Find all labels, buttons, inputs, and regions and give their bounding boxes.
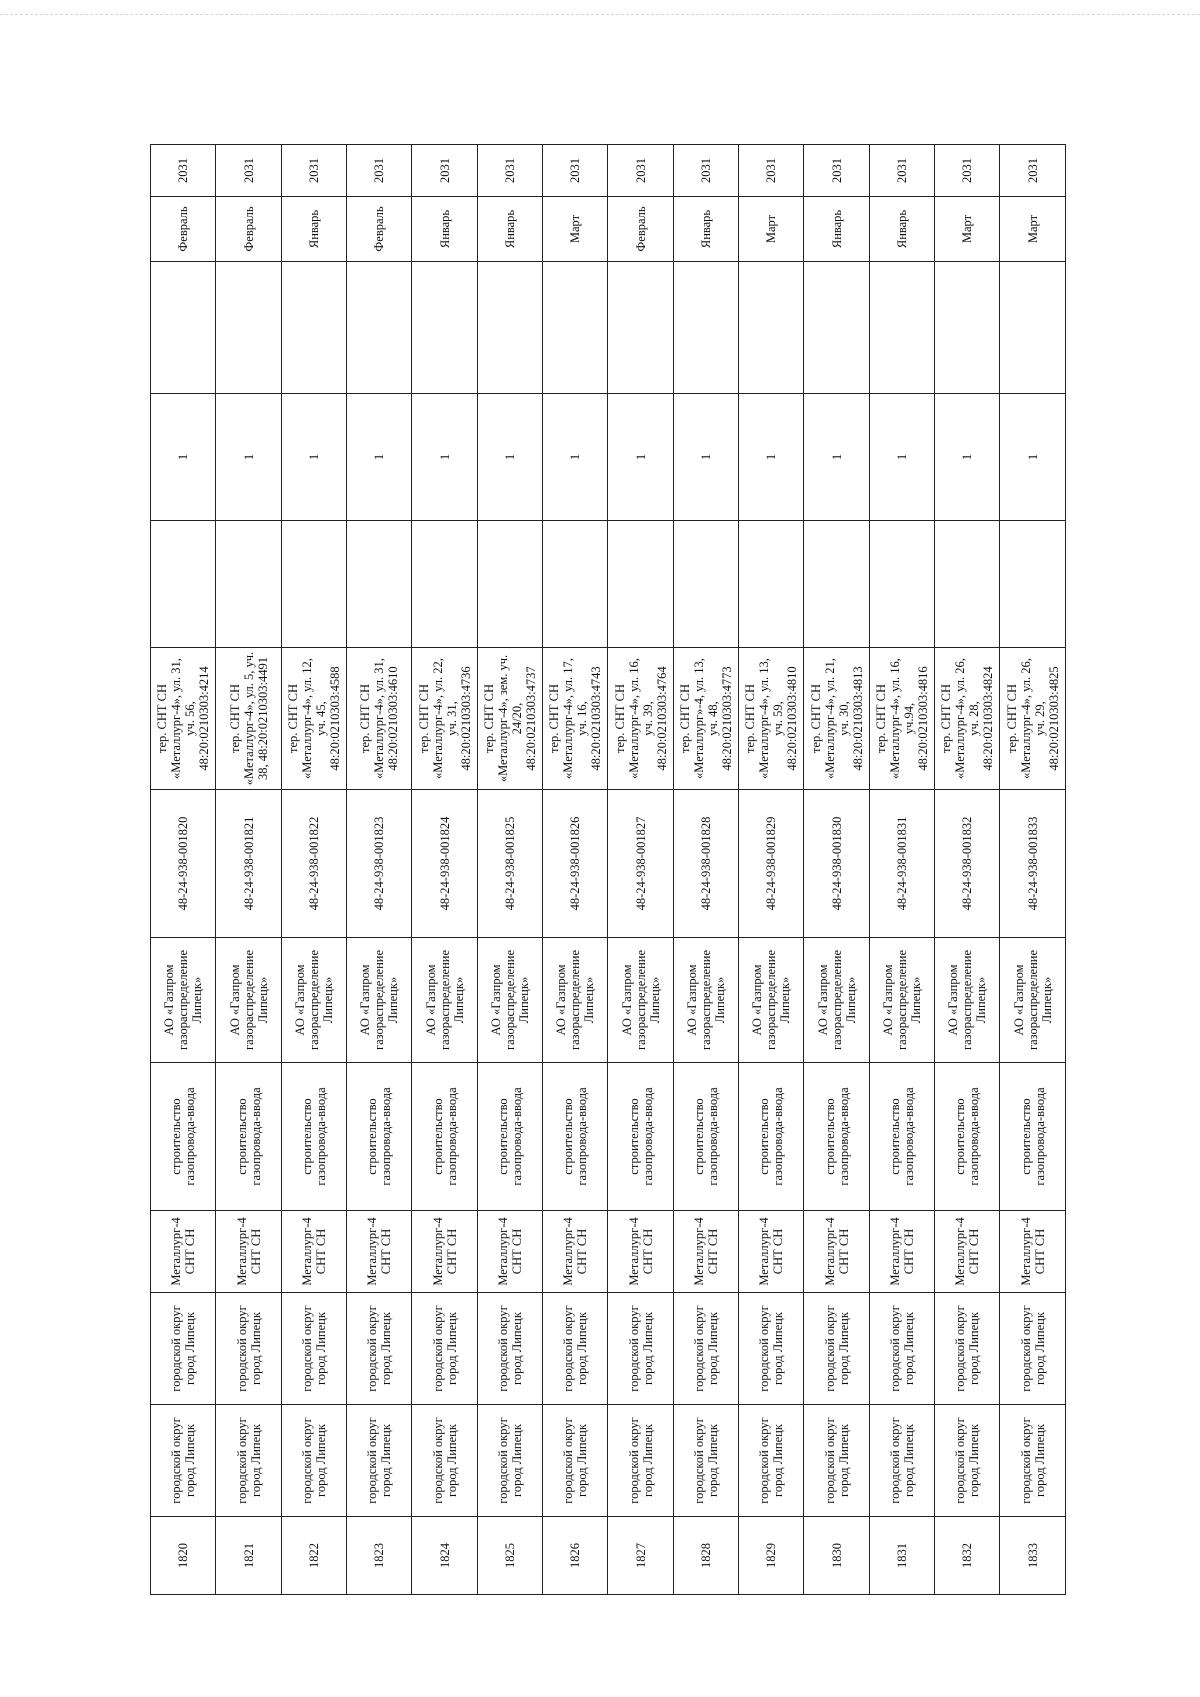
note-cell bbox=[347, 262, 412, 394]
address-cell: тер. СНТ СН «Металлург-4», ул. 16, уч. 39, 48:20:0210303:4764 bbox=[608, 648, 673, 790]
locality-cell: Металлург-4 СНТ СН bbox=[347, 1211, 412, 1293]
month-cell: Март bbox=[935, 197, 1000, 262]
locality-cell: Металлург-4 СНТ СН bbox=[935, 1211, 1000, 1293]
organization-cell: АО «Газпром газораспределение Липецк» bbox=[804, 938, 869, 1063]
year-cell: 2031 bbox=[347, 145, 412, 197]
row-number-cell: 1826 bbox=[543, 1517, 608, 1595]
work-type-cell: строительство газопровода-ввода bbox=[477, 1063, 542, 1211]
registration-number-cell: 48-24-938-001829 bbox=[739, 790, 804, 938]
table-row bbox=[608, 145, 673, 1595]
address-cell: тер. СНТ СН «Металлург-4», зем. уч. 24/20, 48:20:0210303:4737 bbox=[477, 648, 542, 790]
row-number-cell: 1828 bbox=[673, 1517, 738, 1595]
locality-cell: Металлург-4 СНТ СН bbox=[281, 1211, 346, 1293]
year-cell: 2031 bbox=[543, 145, 608, 197]
note-cell bbox=[281, 262, 346, 394]
row-number-cell: 1820 bbox=[151, 1517, 216, 1595]
year-cell: 2031 bbox=[673, 145, 738, 197]
note-cell bbox=[477, 262, 542, 394]
month-cell: Январь bbox=[412, 197, 477, 262]
year-cell: 2031 bbox=[608, 145, 673, 197]
registration-number-cell: 48-24-938-001830 bbox=[804, 790, 869, 938]
year-cell: 2031 bbox=[739, 145, 804, 197]
extra-cell bbox=[869, 521, 934, 648]
settlement-cell: городской округ город Липецк bbox=[477, 1293, 542, 1405]
municipality-cell: городской округ город Липецк bbox=[935, 1405, 1000, 1517]
year-cell: 2031 bbox=[804, 145, 869, 197]
count-cell: 1 bbox=[347, 394, 412, 521]
registration-number-cell: 48-24-938-001827 bbox=[608, 790, 673, 938]
organization-cell: АО «Газпром газораспределение Липецк» bbox=[412, 938, 477, 1063]
count-cell: 1 bbox=[739, 394, 804, 521]
municipality-cell: городской округ город Липецк bbox=[804, 1405, 869, 1517]
row-number-cell: 1829 bbox=[739, 1517, 804, 1595]
note-cell bbox=[543, 262, 608, 394]
registration-number-cell: 48-24-938-001833 bbox=[1000, 790, 1065, 938]
municipality-cell: городской округ город Липецк bbox=[1000, 1405, 1065, 1517]
registration-number-cell: 48-24-938-001825 bbox=[477, 790, 542, 938]
locality-cell: Металлург-4 СНТ СН bbox=[151, 1211, 216, 1293]
organization-cell: АО «Газпром газораспределение Липецк» bbox=[739, 938, 804, 1063]
locality-cell: Металлург-4 СНТ СН bbox=[543, 1211, 608, 1293]
address-cell: тер. СНТ СН «Металлург-4», ул. 17, уч. 16, 48:20:0210303:4743 bbox=[543, 648, 608, 790]
organization-cell: АО «Газпром газораспределение Липецк» bbox=[1000, 938, 1065, 1063]
settlement-cell: городской округ город Липецк bbox=[869, 1293, 934, 1405]
work-type-cell: строительство газопровода-ввода bbox=[869, 1063, 934, 1211]
settlement-cell: городской округ город Липецк bbox=[1000, 1293, 1065, 1405]
organization-cell: АО «Газпром газораспределение Липецк» bbox=[151, 938, 216, 1063]
table-row bbox=[739, 145, 804, 1595]
gas-connection-registry-table bbox=[150, 144, 1066, 1595]
settlement-cell: городской округ город Липецк bbox=[543, 1293, 608, 1405]
table-row bbox=[347, 145, 412, 1595]
row-number-cell: 1832 bbox=[935, 1517, 1000, 1595]
work-type-cell: строительство газопровода-ввода bbox=[739, 1063, 804, 1211]
settlement-cell: городской округ город Липецк bbox=[739, 1293, 804, 1405]
address-cell: тер. СНТ СН «Металлург-4», ул. 13, уч. 59, 48:20:0210303:4810 bbox=[739, 648, 804, 790]
settlement-cell: городской округ город Липецк bbox=[608, 1293, 673, 1405]
settlement-cell: городской округ город Липецк bbox=[673, 1293, 738, 1405]
address-cell: тер. СНТ СН «Металлург-4», ул. 26, уч. 28, 48:20:0210303:4824 bbox=[935, 648, 1000, 790]
count-cell: 1 bbox=[281, 394, 346, 521]
table-row bbox=[543, 145, 608, 1595]
extra-cell bbox=[216, 521, 281, 648]
note-cell bbox=[935, 262, 1000, 394]
settlement-cell: городской округ город Липецк bbox=[151, 1293, 216, 1405]
note-cell bbox=[412, 262, 477, 394]
count-cell: 1 bbox=[608, 394, 673, 521]
table-row bbox=[673, 145, 738, 1595]
organization-cell: АО «Газпром газораспределение Липецк» bbox=[673, 938, 738, 1063]
work-type-cell: строительство газопровода-ввода bbox=[543, 1063, 608, 1211]
table-row bbox=[151, 145, 216, 1595]
table-row bbox=[869, 145, 934, 1595]
locality-cell: Металлург-4 СНТ СН bbox=[804, 1211, 869, 1293]
address-cell: тер. СНТ СН «Металлург-4», ул. 26, уч. 29, 48:20:0210303:4825 bbox=[1000, 648, 1065, 790]
note-cell bbox=[739, 262, 804, 394]
count-cell: 1 bbox=[543, 394, 608, 521]
extra-cell bbox=[281, 521, 346, 648]
municipality-cell: городской округ город Липецк bbox=[543, 1405, 608, 1517]
work-type-cell: строительство газопровода-ввода bbox=[281, 1063, 346, 1211]
organization-cell: АО «Газпром газораспределение Липецк» bbox=[608, 938, 673, 1063]
locality-cell: Металлург-4 СНТ СН bbox=[869, 1211, 934, 1293]
registry-table-body bbox=[151, 145, 1066, 1595]
municipality-cell: городской округ город Липецк bbox=[673, 1405, 738, 1517]
row-number-cell: 1830 bbox=[804, 1517, 869, 1595]
extra-cell bbox=[543, 521, 608, 648]
work-type-cell: строительство газопровода-ввода bbox=[412, 1063, 477, 1211]
note-cell bbox=[1000, 262, 1065, 394]
locality-cell: Металлург-4 СНТ СН bbox=[216, 1211, 281, 1293]
table-row bbox=[412, 145, 477, 1595]
month-cell: Март bbox=[543, 197, 608, 262]
extra-cell bbox=[739, 521, 804, 648]
year-cell: 2031 bbox=[477, 145, 542, 197]
municipality-cell: городской округ город Липецк bbox=[608, 1405, 673, 1517]
registration-number-cell: 48-24-938-001832 bbox=[935, 790, 1000, 938]
scan-edge-line bbox=[0, 14, 1200, 15]
address-cell: тер. СНТ СН «Металлург-4», ул. 22, уч. 31, 48:20:0210303:4736 bbox=[412, 648, 477, 790]
organization-cell: АО «Газпром газораспределение Липецк» bbox=[869, 938, 934, 1063]
municipality-cell: городской округ город Липецк bbox=[151, 1405, 216, 1517]
work-type-cell: строительство газопровода-ввода bbox=[347, 1063, 412, 1211]
address-cell: тер. СНТ СН «Металлург-4», ул. 31, 48:20:0210303:4610 bbox=[347, 648, 412, 790]
work-type-cell: строительство газопровода-ввода bbox=[804, 1063, 869, 1211]
year-cell: 2031 bbox=[935, 145, 1000, 197]
month-cell: Январь bbox=[477, 197, 542, 262]
month-cell: Февраль bbox=[347, 197, 412, 262]
address-cell: тер. СНТ СН «Металлург»-4, ул. 13, уч. 48, 48:20:0210303:4773 bbox=[673, 648, 738, 790]
row-number-cell: 1823 bbox=[347, 1517, 412, 1595]
count-cell: 1 bbox=[935, 394, 1000, 521]
row-number-cell: 1827 bbox=[608, 1517, 673, 1595]
work-type-cell: строительство газопровода-ввода bbox=[216, 1063, 281, 1211]
extra-cell bbox=[151, 521, 216, 648]
row-number-cell: 1825 bbox=[477, 1517, 542, 1595]
count-cell: 1 bbox=[869, 394, 934, 521]
count-cell: 1 bbox=[804, 394, 869, 521]
work-type-cell: строительство газопровода-ввода bbox=[608, 1063, 673, 1211]
year-cell: 2031 bbox=[151, 145, 216, 197]
table-row bbox=[281, 145, 346, 1595]
count-cell: 1 bbox=[151, 394, 216, 521]
table-row bbox=[477, 145, 542, 1595]
organization-cell: АО «Газпром газораспределение Липецк» bbox=[543, 938, 608, 1063]
note-cell bbox=[608, 262, 673, 394]
registration-number-cell: 48-24-938-001826 bbox=[543, 790, 608, 938]
municipality-cell: городской округ город Липецк bbox=[477, 1405, 542, 1517]
count-cell: 1 bbox=[216, 394, 281, 521]
row-number-cell: 1824 bbox=[412, 1517, 477, 1595]
extra-cell bbox=[935, 521, 1000, 648]
registration-number-cell: 48-24-938-001821 bbox=[216, 790, 281, 938]
month-cell: Февраль bbox=[151, 197, 216, 262]
organization-cell: АО «Газпром газораспределение Липецк» bbox=[216, 938, 281, 1063]
extra-cell bbox=[1000, 521, 1065, 648]
address-cell: тер. СНТ СН «Металлург-4», ул. 16, уч.94, 48:20:0210303:4816 bbox=[869, 648, 934, 790]
month-cell: Февраль bbox=[608, 197, 673, 262]
settlement-cell: городской округ город Липецк bbox=[935, 1293, 1000, 1405]
settlement-cell: городской округ город Липецк bbox=[347, 1293, 412, 1405]
municipality-cell: городской округ город Липецк bbox=[216, 1405, 281, 1517]
work-type-cell: строительство газопровода-ввода bbox=[673, 1063, 738, 1211]
locality-cell: Металлург-4 СНТ СН bbox=[608, 1211, 673, 1293]
municipality-cell: городской округ город Липецк bbox=[412, 1405, 477, 1517]
settlement-cell: городской округ город Липецк bbox=[804, 1293, 869, 1405]
locality-cell: Металлург-4 СНТ СН bbox=[477, 1211, 542, 1293]
extra-cell bbox=[412, 521, 477, 648]
work-type-cell: строительство газопровода-ввода bbox=[1000, 1063, 1065, 1211]
locality-cell: Металлург-4 СНТ СН bbox=[673, 1211, 738, 1293]
note-cell bbox=[869, 262, 934, 394]
table-row bbox=[804, 145, 869, 1595]
registration-number-cell: 48-24-938-001820 bbox=[151, 790, 216, 938]
month-cell: Январь bbox=[804, 197, 869, 262]
year-cell: 2031 bbox=[1000, 145, 1065, 197]
extra-cell bbox=[804, 521, 869, 648]
note-cell bbox=[216, 262, 281, 394]
municipality-cell: городской округ город Липецк bbox=[739, 1405, 804, 1517]
extra-cell bbox=[608, 521, 673, 648]
work-type-cell: строительство газопровода-ввода bbox=[151, 1063, 216, 1211]
extra-cell bbox=[477, 521, 542, 648]
count-cell: 1 bbox=[1000, 394, 1065, 521]
work-type-cell: строительство газопровода-ввода bbox=[935, 1063, 1000, 1211]
month-cell: Март bbox=[1000, 197, 1065, 262]
count-cell: 1 bbox=[673, 394, 738, 521]
address-cell: тер. СНТ СН «Металлург-4», ул. 21, уч. 30, 48:20:0210303:4813 bbox=[804, 648, 869, 790]
table-row bbox=[216, 145, 281, 1595]
registration-number-cell: 48-24-938-001831 bbox=[869, 790, 934, 938]
registration-number-cell: 48-24-938-001828 bbox=[673, 790, 738, 938]
organization-cell: АО «Газпром газораспределение Липецк» bbox=[935, 938, 1000, 1063]
year-cell: 2031 bbox=[216, 145, 281, 197]
row-number-cell: 1831 bbox=[869, 1517, 934, 1595]
municipality-cell: городской округ город Липецк bbox=[869, 1405, 934, 1517]
organization-cell: АО «Газпром газораспределение Липецк» bbox=[477, 938, 542, 1063]
organization-cell: АО «Газпром газораспределение Липецк» bbox=[281, 938, 346, 1063]
row-number-cell: 1833 bbox=[1000, 1517, 1065, 1595]
settlement-cell: городской округ город Липецк bbox=[281, 1293, 346, 1405]
month-cell: Март bbox=[739, 197, 804, 262]
month-cell: Февраль bbox=[216, 197, 281, 262]
note-cell bbox=[151, 262, 216, 394]
municipality-cell: городской округ город Липецк bbox=[347, 1405, 412, 1517]
count-cell: 1 bbox=[412, 394, 477, 521]
table-row bbox=[1000, 145, 1065, 1595]
organization-cell: АО «Газпром газораспределение Липецк» bbox=[347, 938, 412, 1063]
month-cell: Январь bbox=[673, 197, 738, 262]
year-cell: 2031 bbox=[281, 145, 346, 197]
address-cell: тер. СНТ СН «Металлург-4», ул. 12, уч. 45, 48:20:0210303:4588 bbox=[281, 648, 346, 790]
year-cell: 2031 bbox=[869, 145, 934, 197]
rotated-document-page bbox=[150, 145, 1065, 1595]
registration-number-cell: 48-24-938-001822 bbox=[281, 790, 346, 938]
locality-cell: Металлург-4 СНТ СН bbox=[739, 1211, 804, 1293]
registration-number-cell: 48-24-938-001824 bbox=[412, 790, 477, 938]
settlement-cell: городской округ город Липецк bbox=[412, 1293, 477, 1405]
note-cell bbox=[804, 262, 869, 394]
registration-number-cell: 48-24-938-001823 bbox=[347, 790, 412, 938]
extra-cell bbox=[673, 521, 738, 648]
municipality-cell: городской округ город Липецк bbox=[281, 1405, 346, 1517]
year-cell: 2031 bbox=[412, 145, 477, 197]
address-cell: тер. СНТ СН «Металлург-4», ул. 5, уч. 38, 48:20:0210303:4491 bbox=[216, 648, 281, 790]
count-cell: 1 bbox=[477, 394, 542, 521]
locality-cell: Металлург-4 СНТ СН bbox=[1000, 1211, 1065, 1293]
locality-cell: Металлург-4 СНТ СН bbox=[412, 1211, 477, 1293]
month-cell: Январь bbox=[281, 197, 346, 262]
extra-cell bbox=[347, 521, 412, 648]
address-cell: тер. СНТ СН «Металлург-4», ул. 31, уч. 56, 48:20:0210303:4214 bbox=[151, 648, 216, 790]
settlement-cell: городской округ город Липецк bbox=[216, 1293, 281, 1405]
month-cell: Январь bbox=[869, 197, 934, 262]
table-row bbox=[935, 145, 1000, 1595]
row-number-cell: 1821 bbox=[216, 1517, 281, 1595]
note-cell bbox=[673, 262, 738, 394]
row-number-cell: 1822 bbox=[281, 1517, 346, 1595]
